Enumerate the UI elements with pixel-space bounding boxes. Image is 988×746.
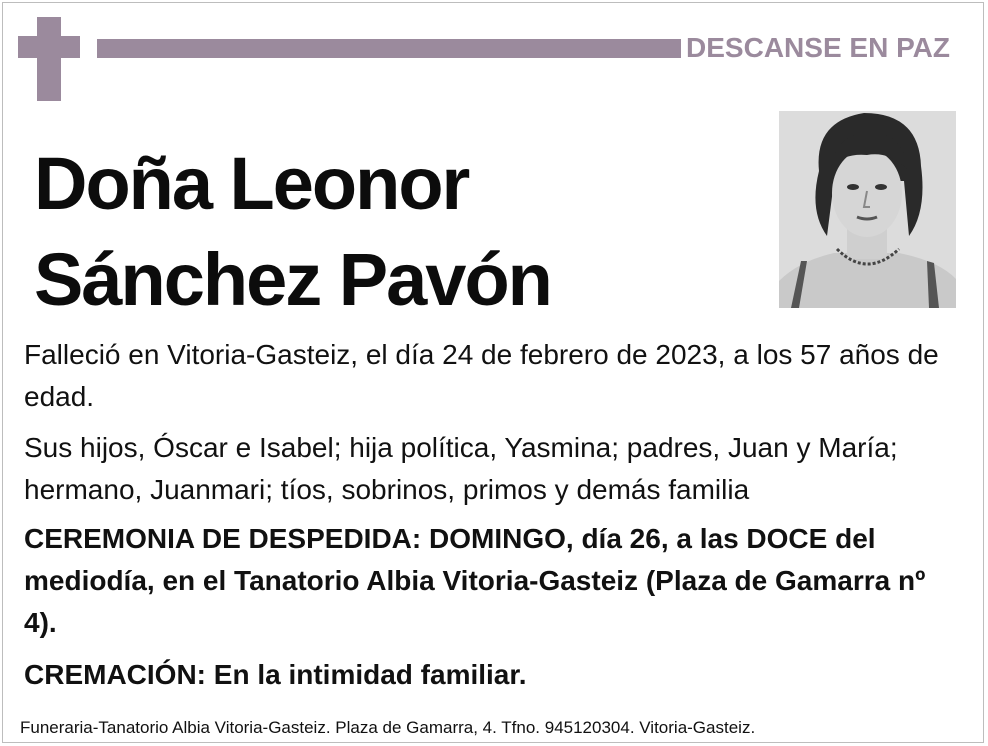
cremation-paragraph: CREMACIÓN: En la intimidad familiar.: [24, 659, 527, 690]
deceased-name-line1: Doña Leonor: [34, 142, 469, 225]
portrait-photo: [779, 111, 956, 308]
deceased-name-line2: Sánchez Pavón: [34, 238, 551, 321]
header-rule: [97, 39, 681, 58]
header-label: DESCANSE EN PAZ: [686, 32, 950, 63]
funeral-home-footer: Funeraria-Tanatorio Albia Vitoria-Gasteiz. Plaza de Gamarra, 4. Tfno. 945120304. Vitoria-Gasteiz.: [20, 718, 756, 737]
cross-icon-vertical: [37, 17, 61, 101]
family-paragraph: Sus hijos, Óscar e Isabel; hija política, Yasmina; padres, Juan y María; hermano, Juanmari; tíos, sobrinos, primos y demás familia: [24, 432, 898, 505]
death-notice-paragraph: Falleció en Vitoria-Gasteiz, el día 24 de febrero de 2023, a los 57 años de edad.: [24, 339, 939, 412]
ceremony-paragraph: CEREMONIA DE DESPEDIDA: DOMINGO, día 26, a las DOCE del mediodía, en el Tanatorio Albia Vitoria-Gasteiz (Plaza de Gamarra nº 4).: [24, 523, 926, 638]
deceased-name: [34, 136, 551, 328]
cross-icon-horizontal: [18, 36, 80, 58]
